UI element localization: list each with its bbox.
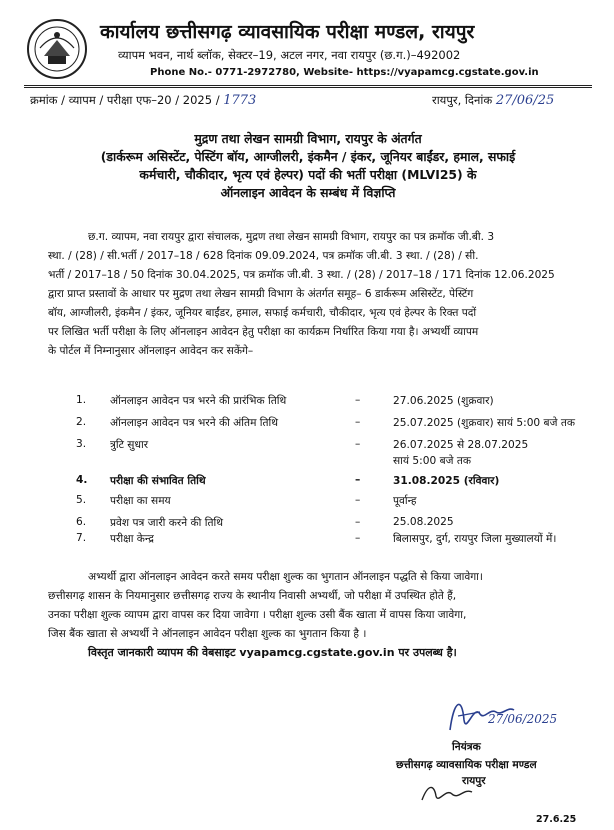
- schedule-dash: –: [355, 494, 361, 506]
- schedule-value: 26.07.2025 से 28.07.2025: [393, 439, 529, 451]
- schedule-label: प्रवेश पत्र जारी करने की तिथि: [110, 517, 224, 529]
- schedule-num: 1.: [76, 394, 87, 406]
- schedule-value: 31.08.2025 (रविवार): [393, 475, 500, 487]
- reference-number-prefix: क्रमांक / व्यापम / परीक्षा एफ–20 / 2025 /: [30, 93, 220, 107]
- schedule-value: 25.08.2025: [393, 516, 454, 528]
- date-handwritten: 27/06/25: [495, 93, 555, 108]
- subject-line-3: कर्मचारी, चौकीदार, भृत्य एवं हेल्पर) पदों की भर्ती परीक्षा (MLVI25) के: [139, 167, 477, 182]
- signature-date: 27/06/2025: [488, 712, 558, 726]
- schedule-num: 2.: [76, 416, 87, 428]
- para2-line: अभ्यर्थी द्वारा ऑनलाइन आवेदन करते समय परीक्षा शुल्क का भुगतान ऑनलाइन पद्धति से किया जावेगा।: [88, 571, 483, 583]
- schedule-num: 3.: [76, 438, 87, 450]
- schedule-dash: –: [355, 416, 361, 428]
- para1-line: स्था. / (28) / सी.भर्ती / 2017–18 / 628 दिनांक 09.09.2024, पत्र क्रमॉक जी.बी. 3 स्था. / (28) / सी.: [48, 250, 479, 262]
- schedule-value: 27.06.2025 (शुक्रवार): [393, 395, 494, 407]
- para1-line: छ.ग. व्यापम, नवा रायपुर द्वारा संचालक, मुद्रण तथा लेखन सामग्री विभाग, रायपुर का पत्र क्रमॉक जी.बी. 3: [88, 231, 495, 243]
- subject-heading: [28, 130, 588, 202]
- para2-line: उनका परीक्षा शुल्क व्यापम द्वारा वापस कर दिया जावेगा । परीक्षा शुल्क उसी बैंक खाता में वापस किया जावेगा,: [48, 609, 467, 621]
- schedule-value-continued: सायं 5:00 बजे तक: [393, 455, 472, 467]
- schedule-dash: –: [355, 532, 361, 544]
- signatory-title: नियंत्रक: [452, 741, 481, 753]
- schedule-label: परीक्षा की संभावित तिथि: [110, 475, 206, 487]
- intro-paragraph: [48, 228, 588, 361]
- initials-scribble: [418, 780, 478, 806]
- reference-number-handwritten: 1773: [223, 93, 257, 108]
- office-contact: Phone No.- 0771-2972780, Website- https://vyapamcg.cgstate.gov.in: [150, 67, 539, 78]
- subject-line-1: मुद्रण तथा लेखन सामग्री विभाग, रायपुर के अंतर्गत: [194, 131, 422, 146]
- office-address: व्यापम भवन, नार्थ ब्लॉक, सेक्टर–19, अटल नगर, नवा रायपुर (छ.ग.)–492002: [118, 48, 461, 62]
- schedule-dash: –: [355, 474, 361, 486]
- schedule-dash: –: [355, 438, 361, 450]
- schedule-num: 5.: [76, 494, 87, 506]
- vyapam-logo-emblem: [26, 18, 88, 80]
- schedule-num: 7.: [76, 532, 87, 544]
- schedule-dash: –: [355, 394, 361, 406]
- schedule-dash: –: [355, 516, 361, 528]
- subject-line-2: (डार्करूम असिस्टेंट, पेस्टिंग बॉय, आग्जीलरी, इंकमैन / इंकर, जूनियर बाईंडर, हमाल, सफाई: [100, 149, 516, 164]
- website-note: विस्तृत जानकारी व्यापम की वेबसाइट vyapamcg.cgstate.gov.in पर उपलब्ध है।: [88, 646, 457, 659]
- schedule-num: 6.: [76, 516, 87, 528]
- para2-line: छत्तीसगढ़ शासन के नियमानुसार छत्तीसगढ़ राज्य के स्थानीय निवासी अभ्यर्थी, जो परीक्षा में उपस्थित होते हैं,: [48, 590, 457, 602]
- para2-line: जिस बैंक खाता से अभ्यर्थी ने ऑनलाइन आवेदन परीक्षा शुल्क का भुगतान किया है ।: [48, 628, 367, 640]
- schedule-num: 4.: [76, 474, 88, 486]
- schedule-label: त्रुटि सुधार: [110, 439, 149, 451]
- fee-paragraph: [48, 568, 588, 644]
- signatory-city: रायपुर: [462, 775, 486, 787]
- schedule-value: 25.07.2025 (शुक्रवार) सायं 5:00 बजे तक: [393, 417, 575, 429]
- schedule-label: परीक्षा का समय: [110, 495, 171, 507]
- schedule-label: ऑनलाइन आवेदन पत्र भरने की प्रारंभिक तिथि: [110, 395, 287, 407]
- signatory-organization: छत्तीसगढ़ व्यावसायिक परीक्षा मण्डल: [396, 759, 537, 771]
- footer-date: 27.6.25: [536, 814, 577, 825]
- para1-line: भर्ती / 2017–18 / 50 दिनांक 30.04.2025, पत्र क्रमॉक जी.बी. 3 स्था. / (28) / 2017–18 / 171 दिनांक 12.06.2025: [48, 269, 555, 281]
- para1-line: बॉय, आग्जीलरी, इंकमैन / इंकर, जूनियर बाईंडर, हमाल, सफाई कर्मचारी, चौकीदार, भृत्य एवं हेल्पर के रिक्त पदों: [48, 307, 477, 319]
- schedule-value: पूर्वान्ह: [393, 495, 417, 507]
- schedule-label: ऑनलाइन आवेदन पत्र भरने की अंतिम तिथि: [110, 417, 279, 429]
- para1-line: पर लिखित भर्ती परीक्षा के लिए ऑनलाइन आवेदन हेतु परीक्षा का कार्यक्रम निर्धारित किया गया है। अभ्यर्थी व्यापम: [48, 326, 479, 338]
- schedule-label: परीक्षा केन्द्र: [110, 533, 154, 545]
- reference-number: [30, 93, 256, 108]
- para1-line: के पोर्टल में निम्नानुसार ऑनलाइन आवेदन कर सकेंगे–: [48, 345, 254, 357]
- place-date: [432, 93, 554, 108]
- subject-line-4: ऑनलाइन आवेदन के सम्बंध में विज्ञप्ति: [220, 185, 396, 200]
- office-title: कार्यालय छत्तीसगढ़ व्यावसायिक परीक्षा मण्डल, रायपुर: [100, 21, 475, 43]
- schedule-value: बिलासपुर, दुर्ग, रायपुर जिला मुख्यालयों में।: [393, 533, 557, 545]
- header-divider: [24, 85, 592, 86]
- para1-line: द्वारा प्राप्त प्रस्तावों के आधार पर मुद्रण तथा लेखन सामग्री विभाग के अंतर्गत समूह– 6 डार्करूम असिस्टेंट, पेस्टिंग: [48, 288, 474, 300]
- header-divider-second: [24, 87, 592, 88]
- place-date-label: रायपुर, दिनांक: [432, 93, 493, 107]
